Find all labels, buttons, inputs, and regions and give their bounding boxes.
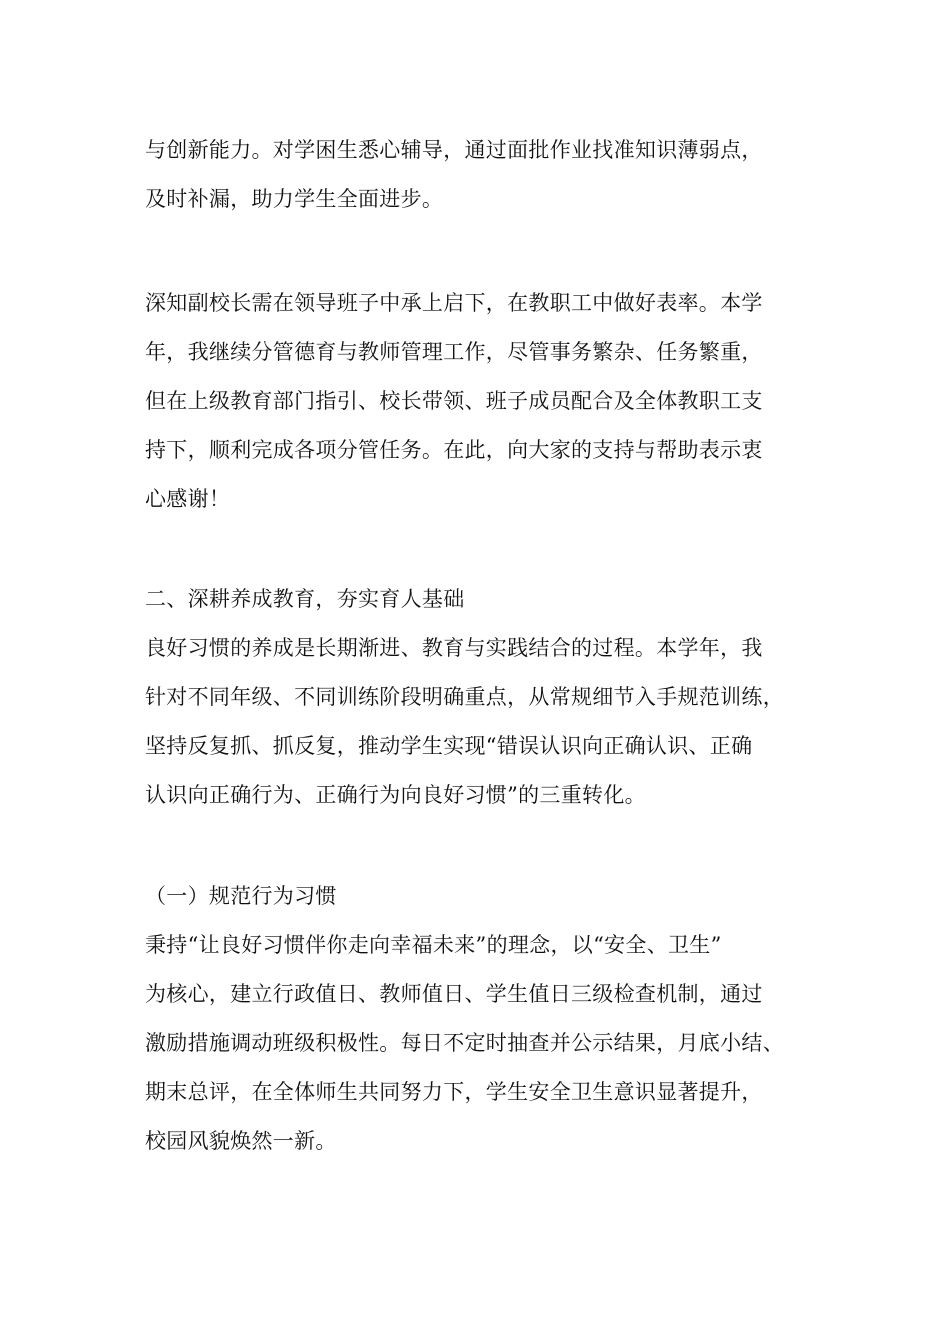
paragraph-3-line-4: 认识向正确行为、正确行为向良好习惯”的三重转化。 — [145, 783, 646, 807]
paragraph-1-line-1: 与创新能力。对学困生悉心辅导，通过面批作业找准知识薄弱点， — [145, 138, 763, 162]
paragraph-4-line-5: 校园风貌焕然一新。 — [145, 1129, 337, 1153]
section-heading: 二、深耕养成教育，夯实育人基础 — [145, 587, 465, 611]
paragraph-4-line-3: 激励措施调动班级积极性。每日不定时抽查并公示结果，月底小结、 — [145, 1031, 784, 1055]
paragraph-2-line-2: 年，我继续分管德育与教师管理工作，尽管事务繁杂、任务繁重， — [145, 340, 763, 364]
paragraph-3-line-2: 针对不同年级、不同训练阶段明确重点，从常规细节入手规范训练， — [145, 685, 784, 709]
paragraph-4-line-1: 秉持“让良好习惯伴你走向幸福未来”的理念，以“安全、卫生” — [145, 933, 722, 957]
paragraph-3-line-1: 良好习惯的养成是长期渐进、教育与实践结合的过程。本学年，我 — [145, 636, 763, 660]
paragraph-4-line-4: 期末总评，在全体师生共同努力下，学生安全卫生意识显著提升， — [145, 1080, 763, 1104]
paragraph-4-line-2: 为核心，建立行政值日、教师值日、学生值日三级检查机制，通过 — [145, 982, 763, 1006]
paragraph-2-line-3: 但在上级教育部门指引、校长带领、班子成员配合及全体教职工支 — [145, 389, 763, 413]
paragraph-1-line-2: 及时补漏，助力学生全面进步。 — [145, 187, 444, 211]
paragraph-2-line-4: 持下，顺利完成各项分管任务。在此，向大家的支持与帮助表示衷 — [145, 438, 763, 462]
paragraph-2-line-1: 深知副校长需在领导班子中承上启下，在教职工中做好表率。本学 — [145, 291, 763, 315]
subsection-heading: （一）规范行为习惯 — [145, 884, 337, 908]
paragraph-2-line-5: 心感谢！ — [145, 487, 231, 511]
paragraph-3-line-3: 坚持反复抓、抓反复，推动学生实现“错误认识向正确认识、正确 — [145, 734, 753, 758]
